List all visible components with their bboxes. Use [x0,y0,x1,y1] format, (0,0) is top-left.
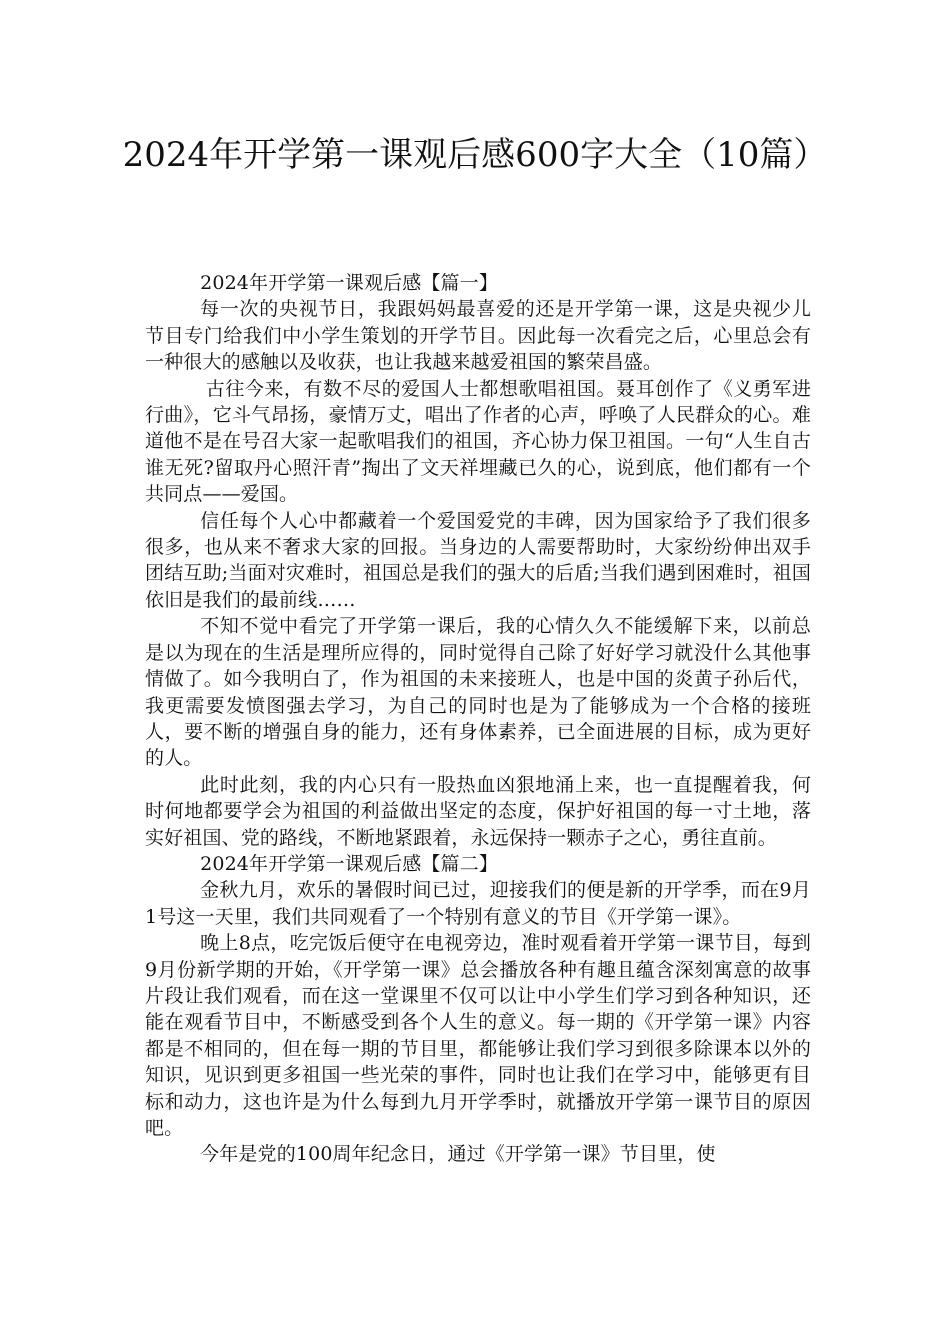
section-heading-2: 2024年开学第一课观后感【篇二】 [200,852,498,875]
paragraph: 不知不觉中看完了开学第一课后，我的心情久久不能缓解下来，以前总是以为现在的生活是理所应得的，同时觉得自己除了好好学习就没什么其他事情做了。如今我明白了，作为祖国的未来接班人，也是中国的炎黄子孙后代，我更需要发愤图强去学习，为自己的同时也是为了能够成为一个合格的接班人，要不断的增强自身的能力，还有身体素养，已全面进展的目标，成为更好的人。 [145,615,811,770]
section-heading-1: 2024年开学第一课观后感【篇一】 [200,272,498,294]
document-title: 2024年开学第一课观后感600字大全（10篇） [122,135,828,175]
paragraph: 此时此刻，我的内心只有一股热血凶狠地涌上来，也一直提醒着我，何时何地都要学会为祖国的利益做出坚定的态度，保护好祖国的每一寸土地，落实好祖国、党的路线，不断地紧跟着，永远保持一颗赤子之心，勇往直前。 [145,773,811,849]
paragraph: 今年是党的100周年纪念日，通过《开学第一课》节目里，使 [200,1143,716,1166]
paragraph: 晚上8点，吃完饭后便守在电视旁边，准时观看着开学第一课节目，每到9月份新学期的开始，《开学第一课》总会播放各种有趣且蕴含深刻寓意的故事片段让我们观看，而在这一堂课里不仅可以让中小学生们学习到各种知识，还能在观看节目中，不断感受到各个人生的意义。每一期的《开学第一课》内容都是不相同的，但在每一期的节目里，都能够让我们学习到很多除课本以外的知识，见识到更多祖国一些光荣的事件，同时也让我们在学习中，能够更有目标和动力，这也许是为什么每到九月开学季时，就播放开学第一课节目的原因吧。 [145,932,811,1139]
paragraph: 金秋九月，欢乐的暑假时间已过，迎接我们的便是新的开学季，而在9月1号这一天里，我们共同观看了一个特别有意义的节目《开学第一课》。 [145,879,811,928]
paragraph: 每一次的央视节日，我跟妈妈最喜爱的还是开学第一课，这是央视少儿节目专门给我们中小学生策划的开学节目。因此每一次看完之后，心里总会有一种很大的感触以及收获，也让我越来越爱祖国的繁荣昌盛。 [145,298,811,374]
document-body [145,270,811,1168]
paragraph: 古往今来，有数不尽的爱国人士都想歌唱祖国。聂耳创作了《义勇军进行曲》，它斗气昂扬，豪情万丈，唱出了作者的心声，呼唤了人民群众的心。难道他不是在号召大家一起歌唱我们的祖国，齐心协力保卫祖国。一句“人生自古谁无死?留取丹心照汗青”掏出了文天祥埋藏已久的心，说到底，他们都有一个共同点——爱国。 [145,377,811,506]
paragraph: 信任每个人心中都藏着一个爱国爱党的丰碑，因为国家给予了我们很多很多，也从来不奢求大家的回报。当身边的人需要帮助时，大家纷纷伸出双手团结互助;当面对灾难时，祖国总是我们的强大的后盾;当我们遇到困难时，祖国依旧是我们的最前线…… [145,509,811,611]
